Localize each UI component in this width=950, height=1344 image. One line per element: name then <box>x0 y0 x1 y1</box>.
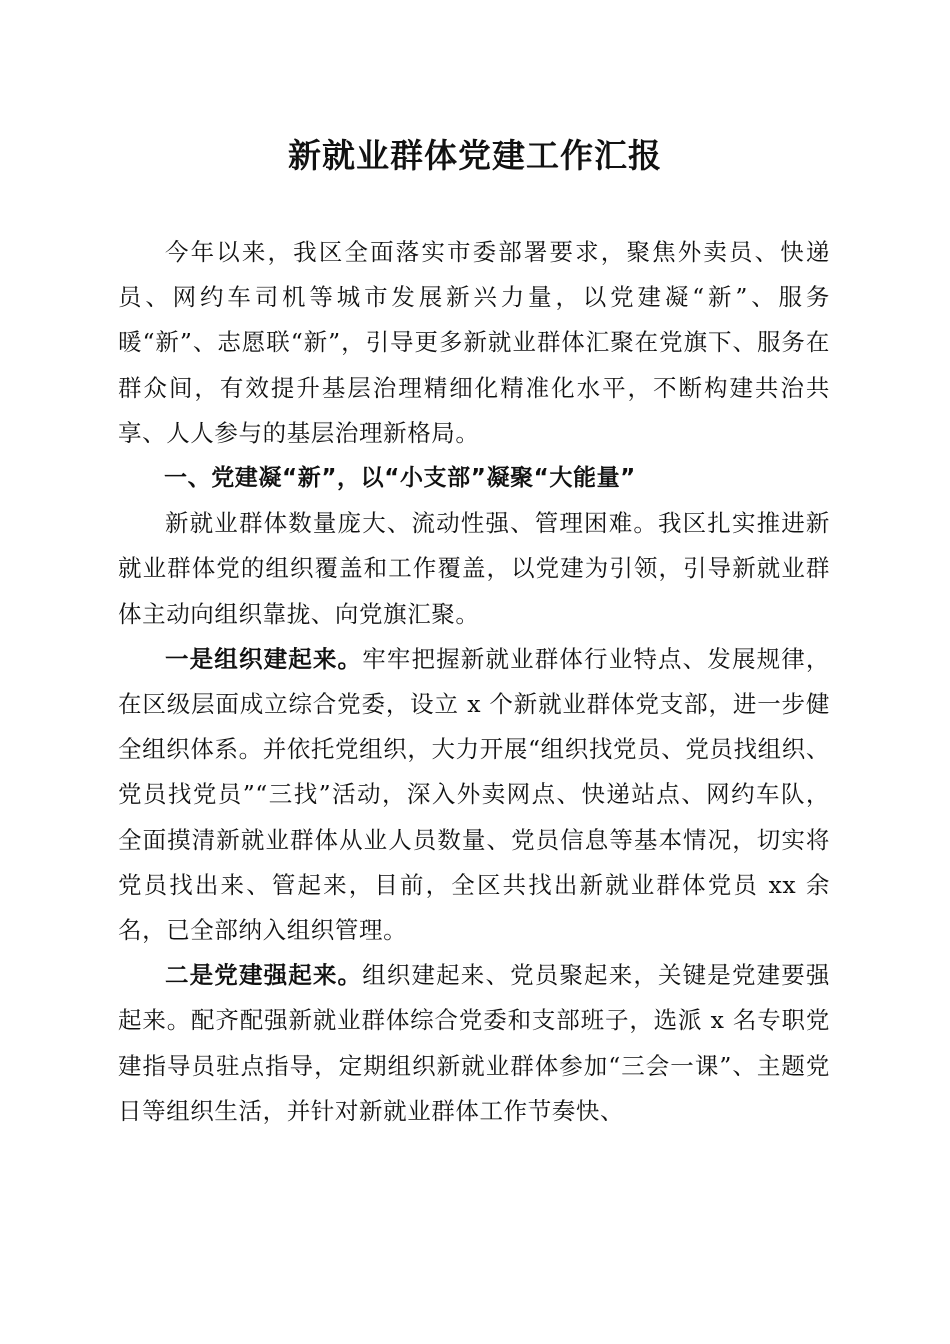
section-heading: 一、党建凝“新”，以“小支部”凝聚“大能量” <box>164 465 636 492</box>
document-body <box>118 230 830 1134</box>
section-summary-paragraph: 新就业群体数量庞大、流动性强、管理困难。我区扎实推进新就业群体党的组织覆盖和工作覆盖，以党建为引领，引导新就业群体主动向组织靠拢、向党旗汇聚。 <box>118 509 830 628</box>
point-1-lead: 一是组织建起来。 <box>165 644 363 673</box>
document-title: 新就业群体党建工作汇报 <box>288 136 662 175</box>
point-2-paragraph <box>118 953 830 1134</box>
point-1-text: 牢牢把握新就业群体行业特点、发展规律，在区级层面成立综合党委，设立 x 个新就业群体党支部，进一步健全组织体系。并依托党组织，大力开展“组织找党员、党员找组织、党员找党员”“三找”活动，深入外卖网点、快递站点、网约车队，全面摸清新就业群体从业人员数量、党员信息等基本情况，切实将党员找出来、管起来，目前，全区共找出新就业群体党员 xx 余名，已全部纳入组织管理。 <box>118 644 830 945</box>
point-1-paragraph <box>118 637 830 953</box>
point-2-lead: 二是党建强起来。 <box>165 961 363 990</box>
intro-paragraph: 今年以来，我区全面落实市委部署要求，聚焦外卖员、快递员、网约车司机等城市发展新兴力量，以党建凝“新”、服务暖“新”、志愿联“新”，引导更多新就业群体汇聚在党旗下、服务在群众间，有效提升基层治理精细化精准化水平，不断构建共治共享、人人参与的基层治理新格局。 <box>118 238 830 447</box>
point-2-text: 组织建起来、党员聚起来，关键是党建要强起来。配齐配强新就业群体综合党委和支部班子，选派 x 名专职党建指导员驻点指导，定期组织新就业群体参加“三会一课”、主题党日等组织生活，并针对新就业群体工作节奏快、 <box>118 961 830 1125</box>
